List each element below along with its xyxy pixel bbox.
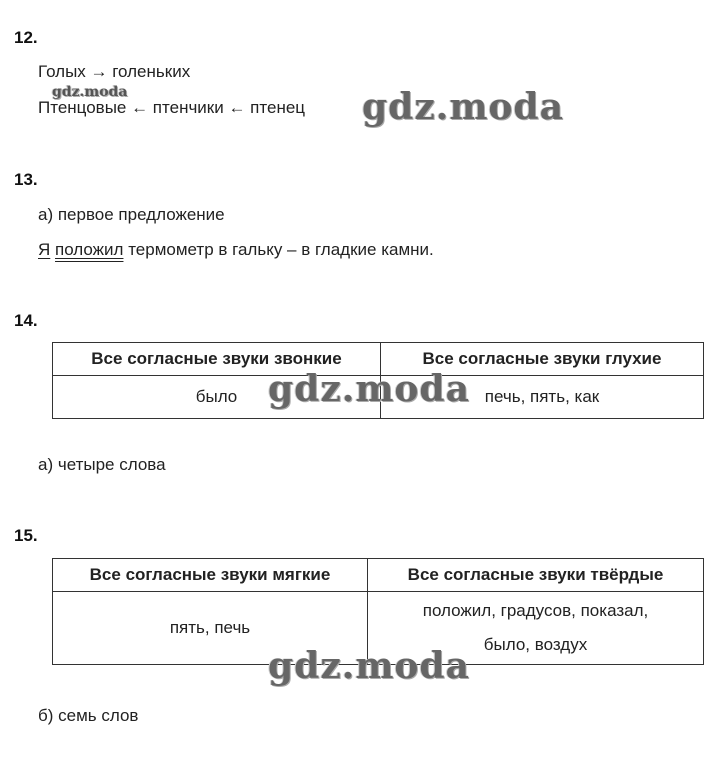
- task-12-line-2: Птенцовые ← птенчики ← птенец: [38, 98, 306, 117]
- task-14-number: 14.: [14, 311, 38, 330]
- watermark-bottom: gdz.moda: [268, 645, 470, 687]
- table-header-voiceless: Все согласные звуки глухие: [381, 343, 704, 376]
- task-13-number: 13.: [14, 170, 38, 189]
- task-14-answer-a: а) четыре слова: [38, 455, 166, 474]
- task-13-sentence: [38, 240, 434, 260]
- task-13-answer-a: а) первое предложение: [38, 205, 225, 224]
- sentence-rest: термометр в гальку – в гладкие камни.: [123, 240, 434, 259]
- watermark-small: gdz.moda: [52, 84, 128, 100]
- sentence-subject: Я: [38, 240, 51, 259]
- watermark-middle: gdz.moda: [268, 368, 470, 410]
- table-cell-voiceless: печь, пять, как: [381, 376, 704, 419]
- table-header-voiced: Все согласные звуки звонкие: [53, 343, 381, 376]
- table-header-soft: Все согласные звуки мягкие: [53, 559, 368, 592]
- table-cell-voiced: было: [53, 376, 381, 419]
- watermark-top: gdz.moda: [362, 86, 564, 128]
- task-12-number: 12.: [14, 28, 38, 47]
- sentence-predicate: положил: [55, 240, 124, 259]
- task-15-answer-b: б) семь слов: [38, 706, 139, 725]
- table-cell-hard: положил, градусов, показал, было, воздух: [368, 592, 704, 665]
- task-12-line-1: Голых → голеньких: [38, 62, 191, 81]
- task-15-number: 15.: [14, 526, 38, 545]
- table-cell-soft: пять, печь: [53, 592, 368, 665]
- table-header-hard: Все согласные звуки твёрдые: [368, 559, 704, 592]
- table-header-row: [53, 559, 704, 592]
